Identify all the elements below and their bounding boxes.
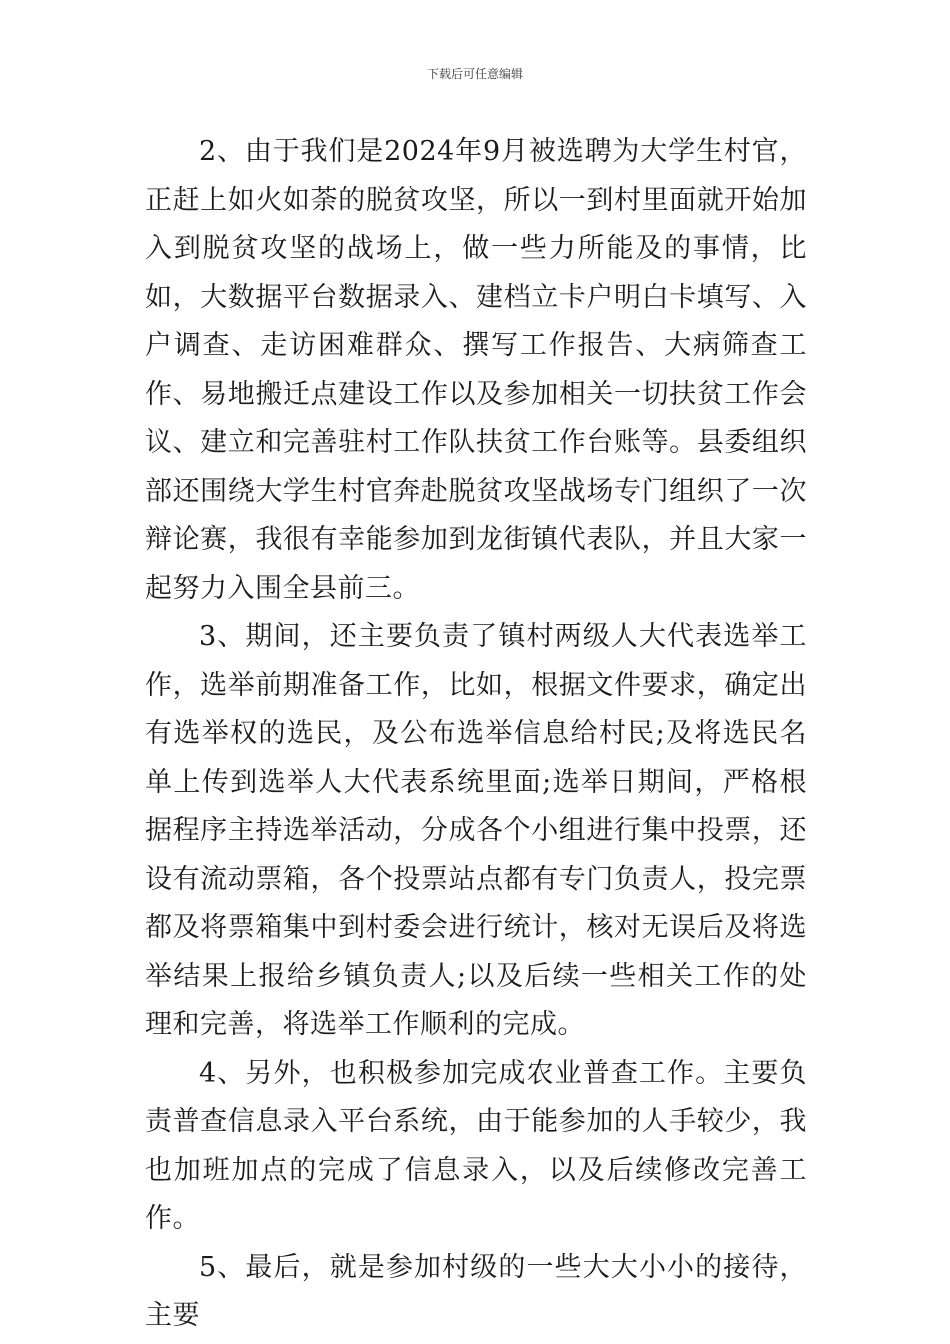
paragraph-item-4: 4、另外，也积极参加完成农业普查工作。主要负责普查信息录入平台系统，由于能参加的人手较少，我也加班加点的完成了信息录入，以及后续修改完善工作。	[145, 1057, 807, 1234]
document-body	[145, 128, 807, 1341]
download-note: 下载后可任意编辑	[426, 67, 523, 81]
paragraph-item-2: 2、由于我们是2024年9月被选聘为大学生村官，正赶上如火如荼的脱贫攻坚，所以一到村里面就开始加入到脱贫攻坚的战场上，做一些力所能及的事情，比如，大数据平台数据录入、建档立卡户明白卡填写、入户调查、走访困难群众、撰写工作报告、大病筛查工作、易地搬迁点建设工作以及参加相关一切扶贫工作会议、建立和完善驻村工作队扶贫工作台账等。县委组织部还围绕大学生村官奔赴脱贫攻坚战场专门组织了一次辩论赛，我很有幸能参加到龙街镇代表队，并且大家一起努力入围全县前三。	[145, 136, 807, 604]
paragraph-item-3: 3、期间，还主要负责了镇村两级人大代表选举工作，选举前期准备工作，比如，根据文件要求，确定出有选举权的选民，及公布选举信息给村民;及将选民名单上传到选举人大代表系统里面;选举日期间，严格根据程序主持选举活动，分成各个小组进行集中投票，还设有流动票箱，各个投票站点都有专门负责人，投完票都及将票箱集中到村委会进行统计，核对无误后及将选举结果上报给乡镇负责人;以及后续一些相关工作的处理和完善，将选举工作顺利的完成。	[145, 621, 807, 1040]
paragraph-item-5: 5、最后，就是参加村级的一些大大小小的接待，主要	[145, 1251, 807, 1331]
